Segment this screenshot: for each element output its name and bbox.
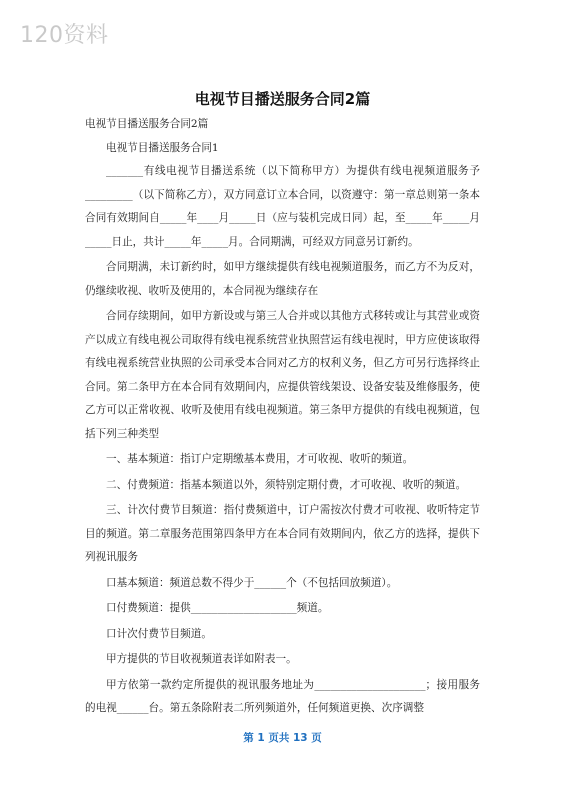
document-body	[85, 113, 480, 721]
paragraph: 一、基本频道：指订户定期缴基本费用，才可收视、收听的频道。	[106, 453, 414, 465]
document-title: 电视节目播送服务合同2篇	[194, 90, 371, 108]
paragraph: 口基本频道：频道总数不得少于______个（不包括回放频道）。	[106, 576, 398, 589]
paragraph: 甲方提供的节目收视频道表详如附表一。	[106, 653, 297, 665]
page-number: 第 1 页共 13 页	[243, 732, 322, 744]
paragraph-heading: 电视节目播送服务合同2篇	[85, 118, 209, 130]
paragraph: 口计次付费节目频道。	[106, 627, 212, 640]
watermark-logo: 120资料	[20, 23, 109, 48]
paragraph: 三、计次付费节目频道：指付费频道中，订户需按次付费才可收视、收听特定节目的频道。第二章服务范围第四条甲方在本合同有效期间内，依乙方的选择，提供下列视讯服务	[85, 504, 480, 563]
paragraph-subheading: 电视节目播送服务合同1	[106, 141, 219, 154]
paragraph: 合同期满，未订新约时，如甲方继续提供有线电视频道服务，而乙方不为反对，仍继续收视、收听及使用的，本合同视为继续存在	[85, 261, 480, 297]
paragraph: 甲方依第一款约定所提供的视讯服务地址为_____________________；接用服务的电视______台。第五条除附表二所列频道外，任何频道更换、次序调整	[85, 678, 480, 714]
paragraph: 合同存续期间，如甲方新设或与第三人合并或以其他方式移转或让与其营业或资产以成立有线电视公司取得有线电视系统营业执照营运有线电视时，甲方应使该取得有线电视系统营业执照的公司承受本合同对乙方的权利义务，但乙方可另行选择终止合同。第二条甲方在本合同有效期间内，应提供管线架设、设备安装及维修服务，使乙方可以正常收视、收听及使用有线电视频道。第三条甲方提供的有线电视频道，包括下列三种类型	[85, 310, 480, 440]
paragraph: _______有线电视节目播送系统（以下简称甲方）为提供有线电视频道服务予_________（以下简称乙方），双方同意订立本合同，以资遵守：第一章总则第一条本合同有效期间自_____年____月_____日（应与装机完成日同）起，至_____年_____月_____日止，共计_____年_____月。合同期满，可经双方同意另订新约。	[85, 165, 480, 248]
paragraph: 口付费频道：提供____________________频道。	[106, 602, 329, 614]
paragraph: 二、付费频道：指基本频道以外，须特别定期付费，才可收视、收听的频道。	[106, 478, 467, 491]
